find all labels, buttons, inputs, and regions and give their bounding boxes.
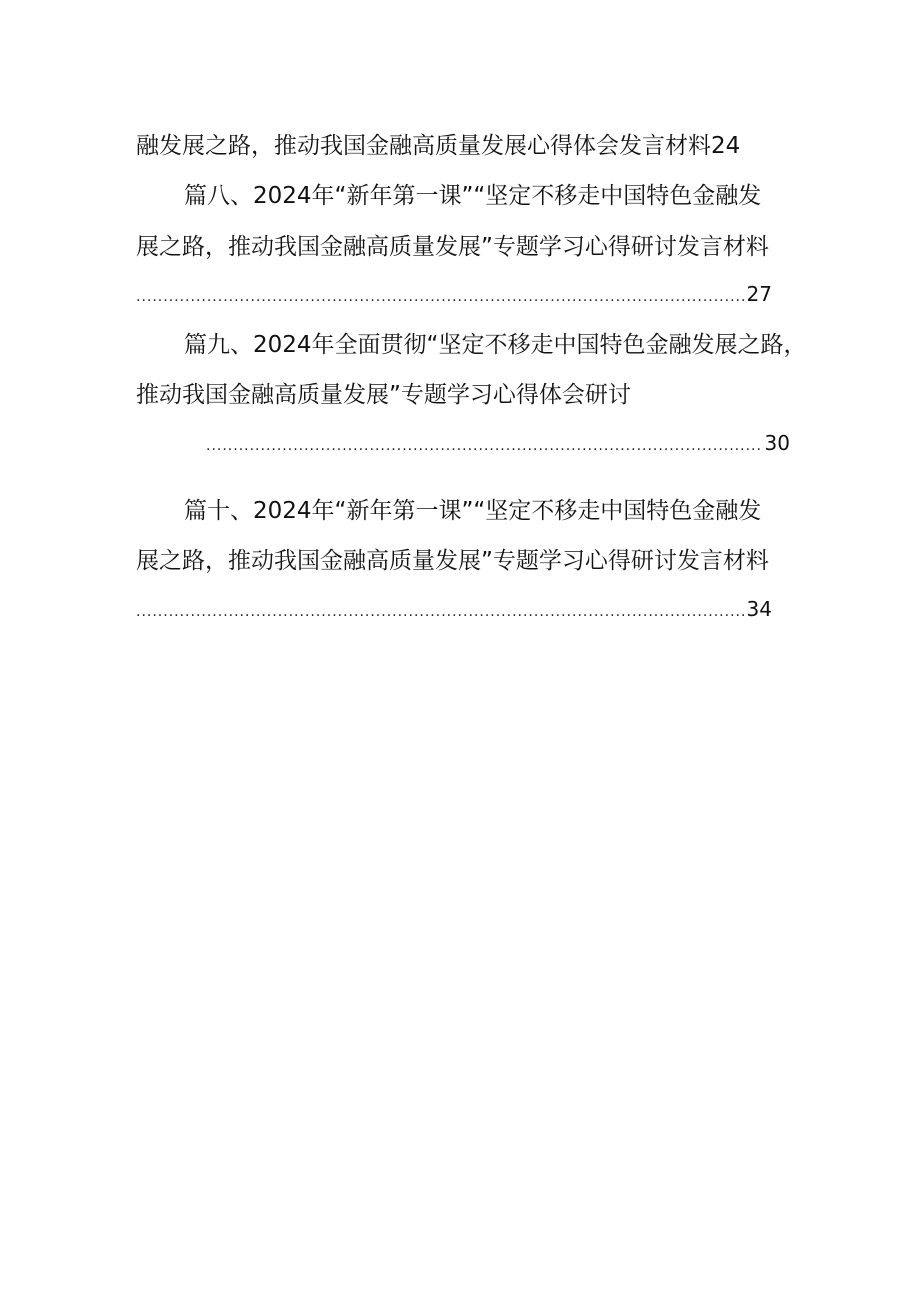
toc-entry-9-page: 30	[764, 431, 790, 455]
toc-entry-10-leader	[136, 597, 772, 624]
dot-leader	[206, 434, 763, 458]
toc-entry-9-line2: 推动我国金融高质量发展”专题学习心得体会研讨	[136, 382, 631, 408]
toc-continued-line: 融发展之路，推动我国金融高质量发展心得体会发言材料24	[136, 133, 741, 159]
toc-entry-8-line1: 篇八、2024年“新年第一课”“坚定不移走中国特色金融发	[184, 183, 762, 209]
toc-entry-9-line1: 篇九、2024年全面贯彻“坚定不移走中国特色金融发展之路，	[184, 332, 807, 358]
toc-entry-8-leader	[136, 282, 772, 309]
toc-entry-8-line2: 展之路，推动我国金融高质量发展”专题学习心得研讨发言材料	[136, 234, 769, 260]
dot-leader	[136, 600, 745, 624]
toc-entry-10-line1: 篇十、2024年“新年第一课”“坚定不移走中国特色金融发	[184, 498, 762, 524]
toc-entry-10-page: 34	[746, 597, 772, 621]
toc-entry-10-line2: 展之路，推动我国金融高质量发展”专题学习心得研讨发言材料	[136, 548, 769, 574]
toc-entry-8-page: 27	[746, 282, 772, 306]
toc-entry-9-leader	[206, 431, 790, 458]
dot-leader	[136, 285, 745, 309]
